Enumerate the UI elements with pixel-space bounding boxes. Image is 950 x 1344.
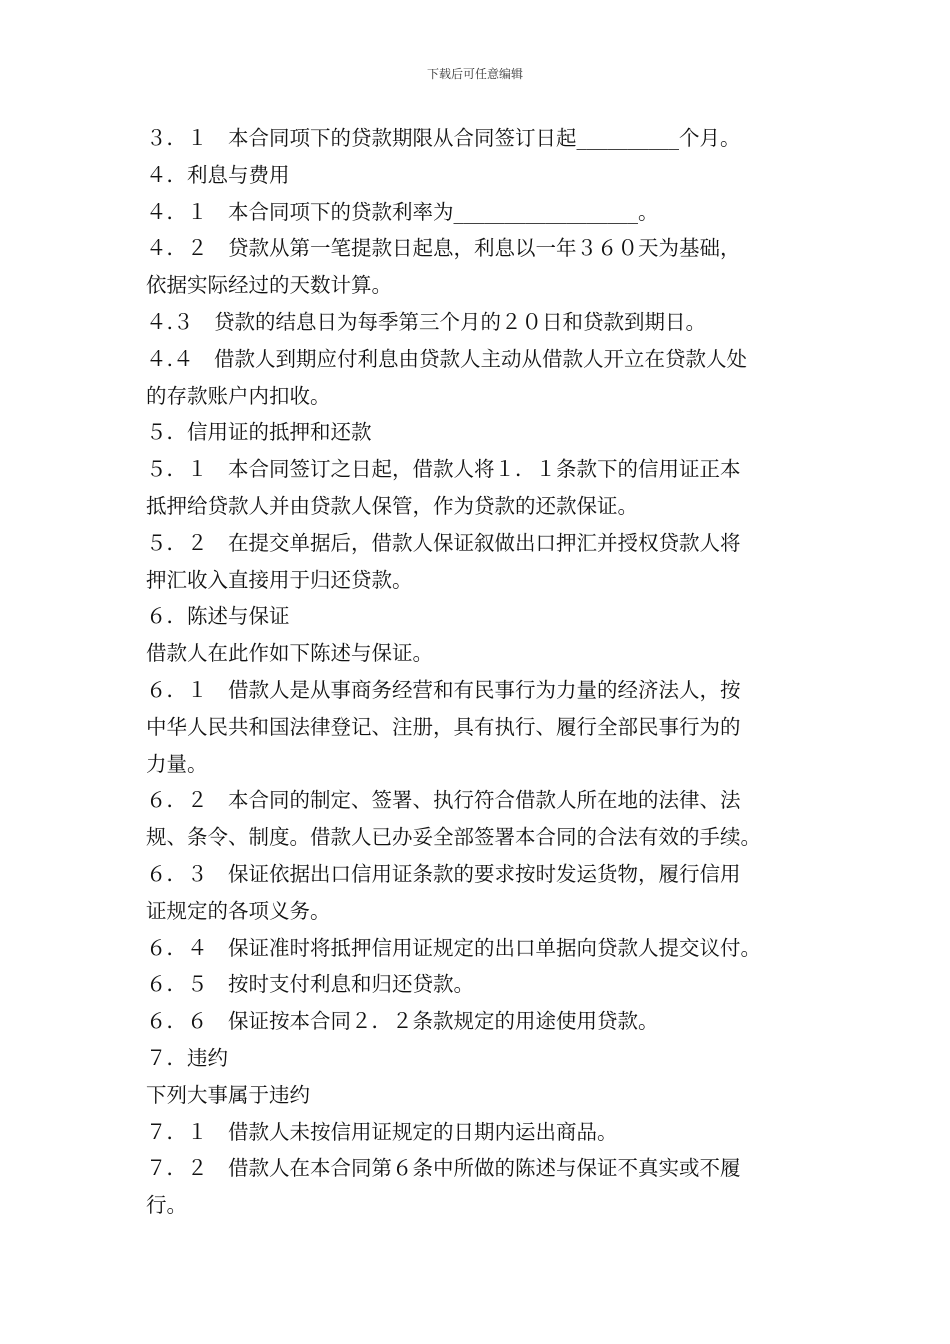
text-line: ３．１ 本合同项下的贷款期限从合同签订日起__________个月。: [146, 126, 741, 150]
text-line: ６．６ 保证按本合同２．２条款规定的用途使用贷款。: [146, 1009, 659, 1034]
text-line: 借款人在此作如下陈述与保证。: [146, 641, 433, 666]
section-heading: ４．利息与费用: [146, 162, 290, 187]
document-body: [146, 120, 810, 1224]
text-line: ６．５ 按时支付利息和归还贷款。: [146, 972, 474, 997]
text-line: ７．２ 借款人在本合同第６条中所做的陈述与保证不真实或不履: [146, 1156, 741, 1181]
text-line: ５．１ 本合同签订之日起，借款人将１．１条款下的信用证正本: [146, 457, 741, 482]
text-line: ４.４ 借款人到期应付利息由贷款人主动从借款人开立在贷款人处: [146, 346, 748, 371]
text-line: ４．２ 贷款从第一笔提款日起息，利息以一年３６０天为基础，: [146, 236, 741, 261]
page-header: 下载后可任意编辑: [426, 67, 523, 81]
text-line: ６．３ 保证依据出口信用证条款的要求按时发运货物，履行信用: [146, 861, 741, 886]
text-line: ６．１ 借款人是从事商务经营和有民事行为力量的经济法人，按: [146, 677, 741, 702]
text-line: ４．１ 本合同项下的贷款利率为__________________。: [146, 199, 659, 224]
text-line: 中华人民共和国法律登记、注册，具有执行、履行全部民事行为的: [146, 714, 741, 739]
text-line: ６．４ 保证准时将抵押信用证规定的出口单据向贷款人提交议付。: [146, 935, 761, 960]
text-line: ７．１ 借款人未按信用证规定的日期内运出商品。: [146, 1119, 618, 1144]
text-line: 行。: [146, 1193, 187, 1218]
section-heading: ５．信用证的抵押和还款: [146, 420, 372, 445]
text-line: 抵押给贷款人并由贷款人保管，作为贷款的还款保证。: [146, 493, 638, 518]
text-line: ５．２ 在提交单据后，借款人保证叙做出口押汇并授权贷款人将: [146, 530, 741, 555]
text-line: 下列大事属于违约: [146, 1082, 310, 1107]
text-line: 证规定的各项义务。: [146, 898, 331, 923]
section-heading: ６．陈述与保证: [146, 604, 290, 629]
text-line: ４.３ 贷款的结息日为每季第三个月的２０日和贷款到期日。: [146, 309, 707, 334]
text-line: 力量。: [146, 751, 208, 776]
text-line: 押汇收入直接用于归还贷款。: [146, 567, 413, 592]
text-line: 规、条令、制度。借款人已办妥全部签署本合同的合法有效的手续。: [146, 825, 761, 850]
text-line: ６．２ 本合同的制定、签署、执行符合借款人所在地的法律、法: [146, 788, 741, 813]
text-line: 的存款账户内扣收。: [146, 383, 331, 408]
text-line: 依据实际经过的天数计算。: [146, 273, 392, 298]
section-heading: ７．违约: [146, 1045, 228, 1070]
